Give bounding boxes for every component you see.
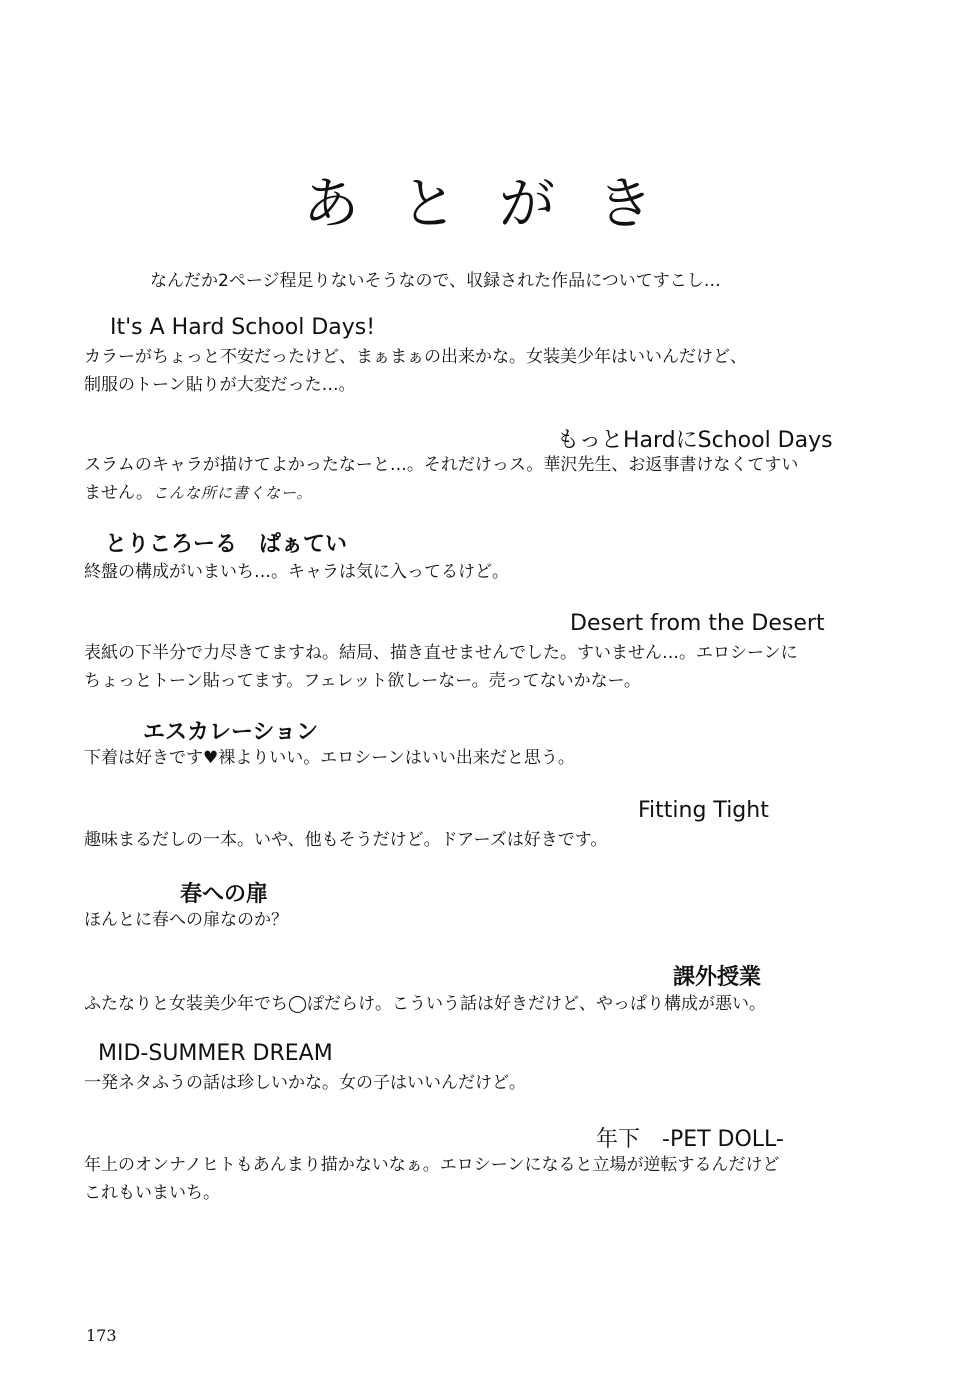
entry-line: 終盤の構成がいまいち…。キャラは気に入ってるけど。 xyxy=(84,562,509,582)
entry-line: これもいまいち。 xyxy=(84,1183,220,1203)
entry-body-desert xyxy=(84,639,798,695)
entry-body-fitting-tight xyxy=(84,826,607,854)
entry-body-kagai-jugyou xyxy=(84,990,766,1018)
entry-line: 制服のトーン貼りが大変だった…。 xyxy=(84,375,356,395)
entry-line: 趣味まるだしの一本。いや、他もそうだけど。ドアーズは好きです。 xyxy=(84,830,608,850)
entry-heading-escalation: エスカレーション xyxy=(143,720,319,745)
entry-heading-haru-no-tobira: 春への扉 xyxy=(180,882,269,907)
entry-line: 下着は好きです xyxy=(84,748,203,768)
entry-line: 年上のオンナノヒトもあんまり描かないなぁ。エロシーンになると立場が逆転するんだけど xyxy=(84,1155,780,1175)
entry-heading-toshishita: 年下 -PET DOLL- xyxy=(596,1127,784,1152)
entry-line-wrap xyxy=(84,744,575,772)
entry-line: ません。 xyxy=(84,483,154,503)
entry-line: 裸よりいい。エロシーンはいい出来だと思う。 xyxy=(218,748,575,768)
entry-heading-kagai-jugyou: 課外授業 xyxy=(673,965,762,990)
page-title: あとがき xyxy=(303,172,695,237)
entry-body-hard-school-days xyxy=(84,343,747,399)
entry-heading-tricolore-party: とりころーる ぱぁてい xyxy=(105,532,348,557)
entry-line: スラムのキャラが描けてよかったなーと…。それだけっス。華沢先生、お返事書けなくてすい xyxy=(84,455,799,475)
entry-line: 表紙の下半分で力尽きてますね。結局、描き直せませんでした。すいません…。エロシーンに xyxy=(84,643,798,663)
entry-body-motto-hard xyxy=(84,451,798,507)
entry-line: ほんとに春への扉なのか？ xyxy=(84,910,288,930)
intro-text: なんだか2ページ程足りないそうなので、収録された作品についてすこし… xyxy=(150,271,721,291)
entry-body-haru-no-tobira xyxy=(84,906,288,934)
entry-line: 一発ネタふうの話は珍しいかな。女の子はいいんだけど。 xyxy=(84,1073,526,1093)
entry-heading-fitting-tight: Fitting Tight xyxy=(638,798,769,823)
entry-body-mid-summer-dream xyxy=(84,1069,526,1097)
entry-heading-mid-summer-dream: MID-SUMMER DREAM xyxy=(98,1041,333,1066)
entry-heading-hard-school-days: It's A Hard School Days! xyxy=(110,315,376,340)
entry-line-wrap xyxy=(84,479,798,507)
entry-body-tricolore-party xyxy=(84,558,509,586)
handwritten-note: こんな所に書くなー。 xyxy=(153,484,313,502)
entry-body-escalation xyxy=(84,744,575,772)
entry-heading-motto-hard: もっとHardにSchool Days xyxy=(557,428,833,453)
entry-line: カラーがちょっと不安だったけど、まぁまぁの出来かな。女装美少年はいいんだけど、 xyxy=(84,347,747,367)
page-number: 173 xyxy=(86,1326,117,1345)
entry-body-toshishita xyxy=(84,1151,779,1207)
entry-heading-desert: Desert from the Desert xyxy=(570,611,825,636)
entry-line: ちょっとトーン貼ってます。フェレット欲しーなー。売ってないかなー。 xyxy=(84,671,641,691)
entry-line: ふたなりと女装美少年でち◯ぽだらけ。こういう話は好きだけど、やっぱり構成が悪い。 xyxy=(84,994,767,1014)
heart-icon: ♥ xyxy=(203,748,219,768)
